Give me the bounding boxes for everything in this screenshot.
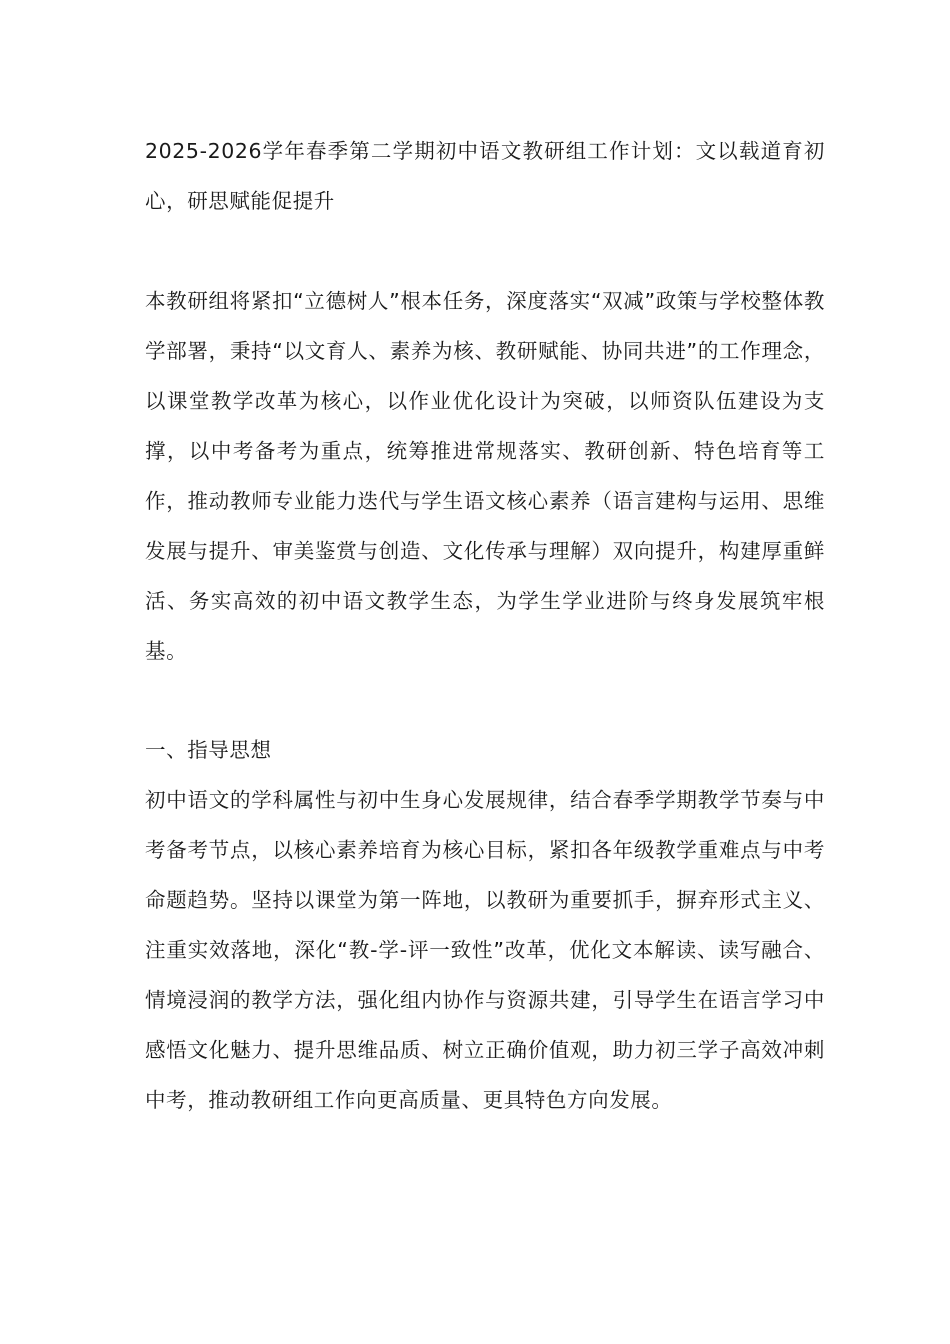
section-body-guiding-ideology: 初中语文的学科属性与初中生身心发展规律，结合春季学期教学节奏与中考备考节点，以核心素养培育为核心目标，紧扣各年级教学重难点与中考命题趋势。坚持以课堂为第一阵地，以教研为重要抓手，摒弃形式主义、注重实效落地，深化“教-学-评一致性”改革，优化文本解读、读写融合、情境浸润的教学方法，强化组内协作与资源共建，引导学生在语言学习中感悟文化魅力、提升思维品质、树立正确价值观，助力初三学子高效冲刺中考，推动教研组工作向更高质量、更具特色方向发展。 bbox=[145, 788, 825, 1112]
intro-paragraph: 本教研组将紧扣“立德树人”根本任务，深度落实“双减”政策与学校整体教学部署，秉持“以文育人、素养为核、教研赋能、协同共进”的工作理念，以课堂教学改革为核心，以作业优化设计为突破，以师资队伍建设为支撑，以中考备考为重点，统筹推进常规落实、教研创新、特色培育等工作，推动教师专业能力迭代与学生语文核心素养（语言建构与运用、思维发展与提升、审美鉴赏与创造、文化传承与理解）双向提升，构建厚重鲜活、务实高效的初中语文教学生态，为学生学业进阶与终身发展筑牢根基。 bbox=[145, 289, 825, 663]
section-heading-guiding-ideology: 一、指导思想 bbox=[145, 738, 272, 762]
document-title: 2025-2026学年春季第二学期初中语文教研组工作计划：文以载道育初心，研思赋能促提升 bbox=[145, 139, 825, 213]
